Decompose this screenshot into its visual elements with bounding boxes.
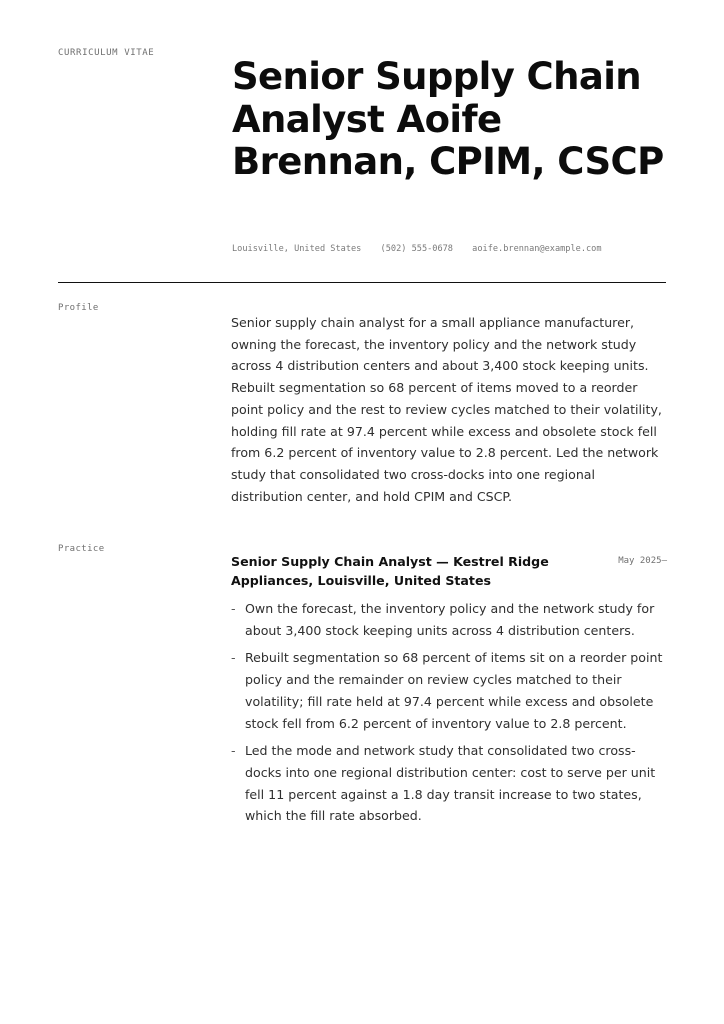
job-title: Senior Supply Chain Analyst — Kestrel Ridge Appliances, Louisville, United States — [231, 554, 549, 588]
bullet-text: Rebuilt segmentation so 68 percent of items sit on a reorder point policy and the remainder on review cycles matched to their volatility; fill rate held at 97.4 percent while excess and obsolete stock fell from 6.2 percent of inventory value to 2.8 percent. — [245, 650, 663, 731]
bullet-marker: - — [231, 650, 236, 666]
bullet-marker: - — [231, 743, 236, 759]
contact-location: Louisville, United States — [232, 244, 362, 254]
contact-email[interactable]: aoife.brennan@example.com — [472, 244, 602, 254]
bullet-text: Led the mode and network study that consolidated two cross-docks into one regional distribution center: cost to serve per unit fell 11 percent against a 1.8 day transit increase to two states, which the fill rate absorbed. — [245, 743, 656, 824]
profile-text: Senior supply chain analyst for a small appliance manufacturer, owning the forecast, the inventory policy and the network study across 4 distribution centers and about 3,400 stock keeping units. Rebuilt segmentation so 68 percent of items moved to a reorder point policy and the rest to review cycles matched to their volatility, holding fill rate at 97.4 percent while excess and obsolete stock fell from 6.2 percent of inventory value to 2.8 percent. Led the network study that consolidated two cross-docks into one regional distribution center, and hold CPIM and CSCP. — [231, 315, 662, 504]
section-label-practice: Practice — [58, 544, 105, 554]
bullet-text: Own the forecast, the inventory policy and the network study for about 3,400 stock keeping units across 4 distribution centers. — [245, 601, 655, 638]
contact-line — [232, 244, 616, 254]
bullet-marker: - — [231, 601, 236, 616]
job-dates: May 2025— — [618, 556, 667, 566]
cv-eyebrow: CURRICULUM VITAE — [58, 48, 155, 58]
job-header — [231, 552, 667, 590]
job-bullets — [231, 598, 667, 833]
contact-phone: (502) 555-0678 — [380, 244, 453, 254]
list-item — [231, 598, 667, 641]
page-title: Senior Supply Chain Analyst Aoife Brennan, CPIM, CSCP — [232, 55, 664, 183]
list-item — [231, 740, 667, 827]
section-label-profile: Profile — [58, 303, 99, 313]
header-divider — [58, 282, 666, 283]
list-item — [231, 647, 667, 734]
